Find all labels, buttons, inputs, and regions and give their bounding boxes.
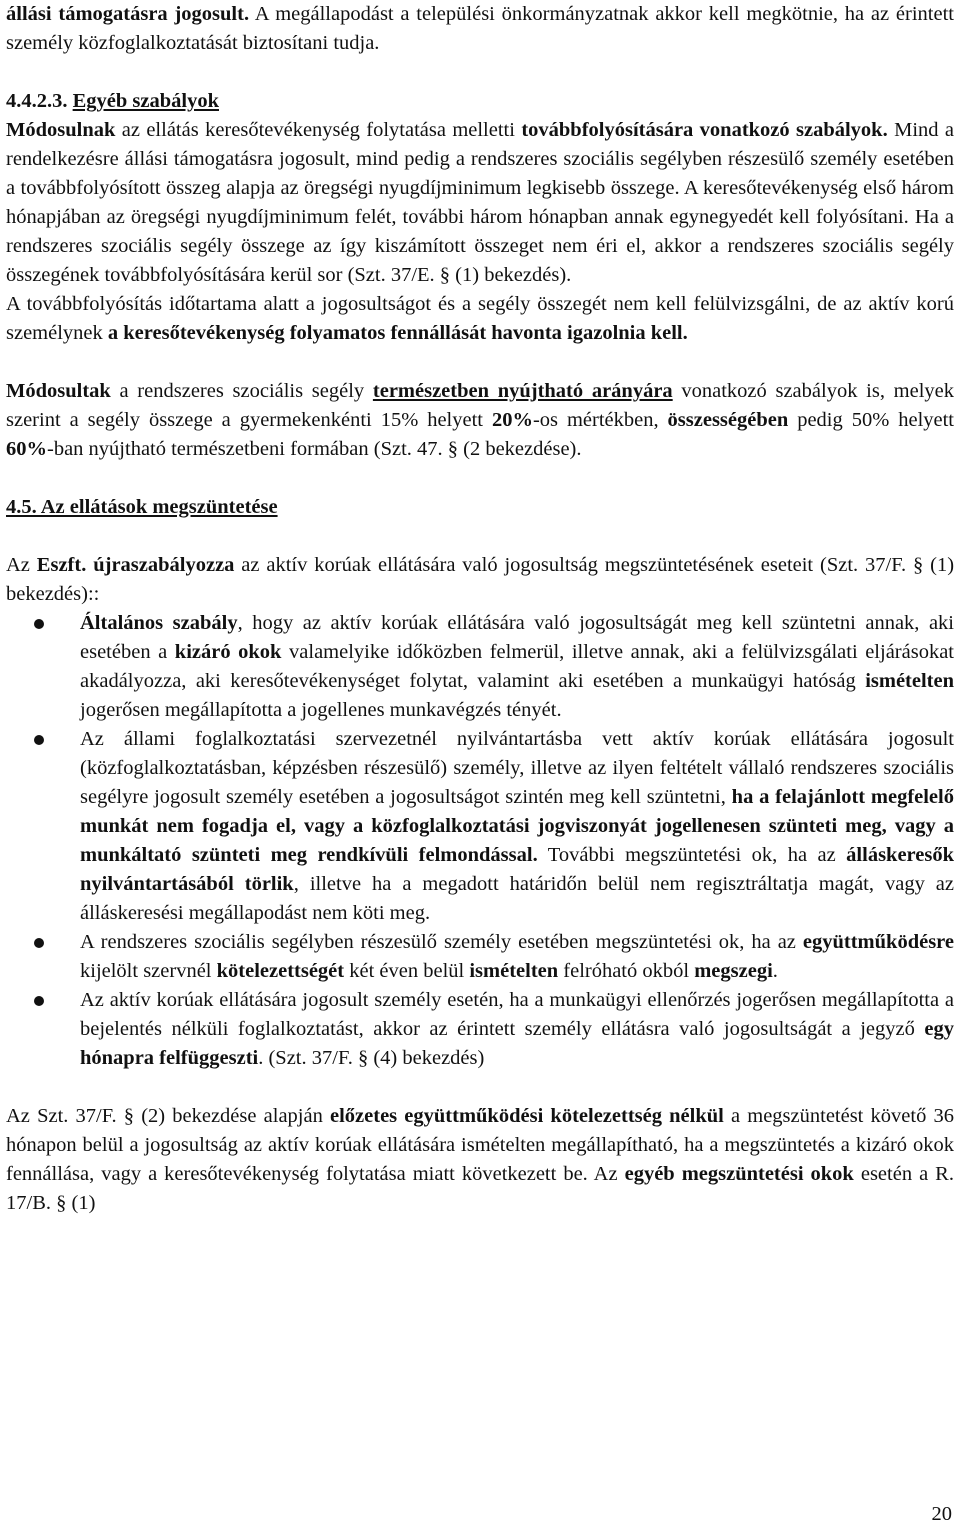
bold-text: a keresőtevékenység folyamatos fennállását havonta igazolnia kell. <box>107 322 688 344</box>
bold-text: Általános szabály <box>80 612 238 634</box>
text: kijelölt szervnél <box>80 960 217 982</box>
text: , hogy az aktív korúak ellátására való jogosultságát meg kell szüntetni annak, aki esetében a <box>80 612 954 663</box>
bold-text: továbbfolyósítására vonatkozó szabályok. <box>521 119 888 141</box>
page-number: 20 <box>931 1503 952 1525</box>
bold-text: ismételten <box>865 670 954 692</box>
text: , illetve ha a megadott határidőn belül nem regisztráltatja magát, vagy az álláskeresési megállapodást nem köti meg. <box>80 873 954 924</box>
bold-text: ismételten <box>469 960 559 982</box>
section-title: 4.5. Az ellátások megszüntetése <box>6 496 278 518</box>
text: valamelyike időközben felmerül, illetve annak, aki a felülvizsgálati eljárásokat akadályozza, aki keresőtevékenységet folytat, valamint aki esetében a munkaügyi hatóság <box>80 641 954 692</box>
bold-text: 60% <box>6 438 47 460</box>
paragraph-termination-intro <box>6 551 954 609</box>
bold-text: Eszft. <box>36 554 87 576</box>
text: . (Szt. 37/F. § (4) bekezdés) <box>258 1047 485 1069</box>
text: felróható okból <box>558 960 695 982</box>
bold-text: együttműködésre <box>802 931 954 953</box>
bold-text: előzetes együttműködési kötelezettség nélkül <box>330 1105 724 1127</box>
text: jogerősen megállapította a jogellenes munkavégzés tényét. <box>80 699 562 721</box>
bullet-icon <box>34 619 44 629</box>
text: A megállapodást a települési önkormányzatnak akkor kell megkötnie, ha az érintett személy közfoglalkoztatását biztosítani tudja. <box>6 3 954 54</box>
text: Az állami foglalkoztatási szervezetnél nyilvántartásba vett aktív korúak ellátására jogosult (közfoglalkoztatásban, képzésben részesülő) személy, illetve az ilyen feltételt vállaló rendszeres szociális segélyre jogosult személy esetében a jogosultságot szintén meg kell szüntetni, <box>80 728 954 808</box>
text: A továbbfolyósítás időtartama alatt a jogosultságot és a segély összegét nem kell felülvizsgálni, de az aktív korú személynek <box>6 293 954 344</box>
section-number: 4.4.2.3. <box>6 90 68 112</box>
text: . <box>772 960 778 982</box>
text: -os mértékben, <box>532 409 668 431</box>
text: Mind a rendelkezésre állási támogatásra jogosult, mind pedig a rendszeres szociális segélyben részesülő személy esetében a továbbfolyósított összeg alapja az öregségi nyugdíjminimum legkisebb összege. A keresőtevékenység első három hónapjában az öregségi nyugdíjminimum felét, további három hónapban annak egynegyedét kell folyósítani. Ha a rendszeres szociális segély összege az így kiszámított összeget nem éri el, akkor a rendszeres szociális segély összegének továbbfolyósítására kerül sor (Szt. 37/E. § (1) bekezdés). <box>6 119 954 286</box>
text: két éven belül <box>344 960 470 982</box>
bold-text: állási támogatásra jogosult. <box>6 3 250 25</box>
bold-text: kizáró okok <box>174 641 282 663</box>
bullet-item-suspension <box>6 986 954 1073</box>
text: az aktív korúak ellátására való jogosultság megszüntetésének eseteit (Szt. 37/F. § (1) bekezdés):: <box>6 554 955 605</box>
bold-text: egy hónapra felfüggeszti <box>80 1018 954 1069</box>
text: A rendszeres szociális segélyben részesülő személy esetében megszüntetési ok, ha az <box>80 931 803 953</box>
bullet-item-employment-office <box>6 725 954 928</box>
bullet-icon <box>34 735 44 745</box>
text: a megszüntetést követő 36 hónapon belül a jogosultság az aktív korúak ellátására ismételten megállapítható, ha a megszüntetés a kizáró okok fennállása, vagy a keresőtevékenység folytatása miatt következett be. Az <box>6 1105 954 1185</box>
bold-text: újraszabályozza <box>93 554 235 576</box>
bold-text: megszegi <box>694 960 773 982</box>
text: az ellátás keresőtevékenység folytatása melletti <box>115 119 522 141</box>
intro-paragraph <box>6 0 954 58</box>
bullet-icon <box>34 996 44 1006</box>
text: pedig 50% helyett <box>788 409 955 431</box>
text: a rendszeres szociális segély <box>110 380 373 402</box>
bullet-item-general-rule <box>6 609 954 725</box>
text: -ban nyújtható természetbeni formában (Szt. 47. § (2 bekezdése). <box>47 438 582 460</box>
bold-text: kötelezettségét <box>216 960 345 982</box>
bold-text: összességében <box>667 409 789 431</box>
text: vonatkozó szabályok is, melyek szerint a segély összege a gyermekenkénti 15% helyett <box>6 380 954 431</box>
section-heading-45 <box>6 493 954 522</box>
bullet-item-cooperation <box>6 928 954 986</box>
paragraph-final <box>6 1102 954 1218</box>
bold-text: egyéb megszüntetési okok <box>624 1163 854 1185</box>
bullet-icon <box>34 938 44 948</box>
text: További megszüntetési ok, ha az <box>537 844 847 866</box>
section-heading-4423 <box>6 87 954 116</box>
bold-text: Módosulnak <box>6 119 116 141</box>
text: esetén a R. 17/B. § (1) <box>6 1163 954 1214</box>
text: Az <box>6 554 37 576</box>
paragraph-review <box>6 290 954 348</box>
bold-text: álláskeresők nyilvántartásából törlik <box>80 844 954 895</box>
text: Az aktív korúak ellátására jogosult személy esetén, ha a munkaügyi ellenőrzés jogerősen megállapította a bejelentés nélküli foglalkoztatást, akkor az érintett személy ellátásra való jogosultságát a jegyző <box>80 989 954 1040</box>
paragraph-continued-payment <box>6 116 954 290</box>
bold-underlined-text: természetben nyújtható arányára <box>372 380 673 402</box>
document-page <box>6 0 954 1218</box>
text: Az Szt. 37/F. § (2) bekezdése alapján <box>6 1105 330 1127</box>
bold-text: ha a felajánlott megfelelő munkát nem fogadja el, vagy a közfoglalkoztatási jogviszonyát jogellenesen szünteti meg, vagy a munkáltató szünteti meg rendkívüli felmondással. <box>80 786 954 866</box>
bold-text: 20% <box>491 409 533 431</box>
section-title: Egyéb szabályok <box>72 90 219 112</box>
bold-text: Módosultak <box>6 380 111 402</box>
paragraph-in-kind <box>6 377 954 464</box>
